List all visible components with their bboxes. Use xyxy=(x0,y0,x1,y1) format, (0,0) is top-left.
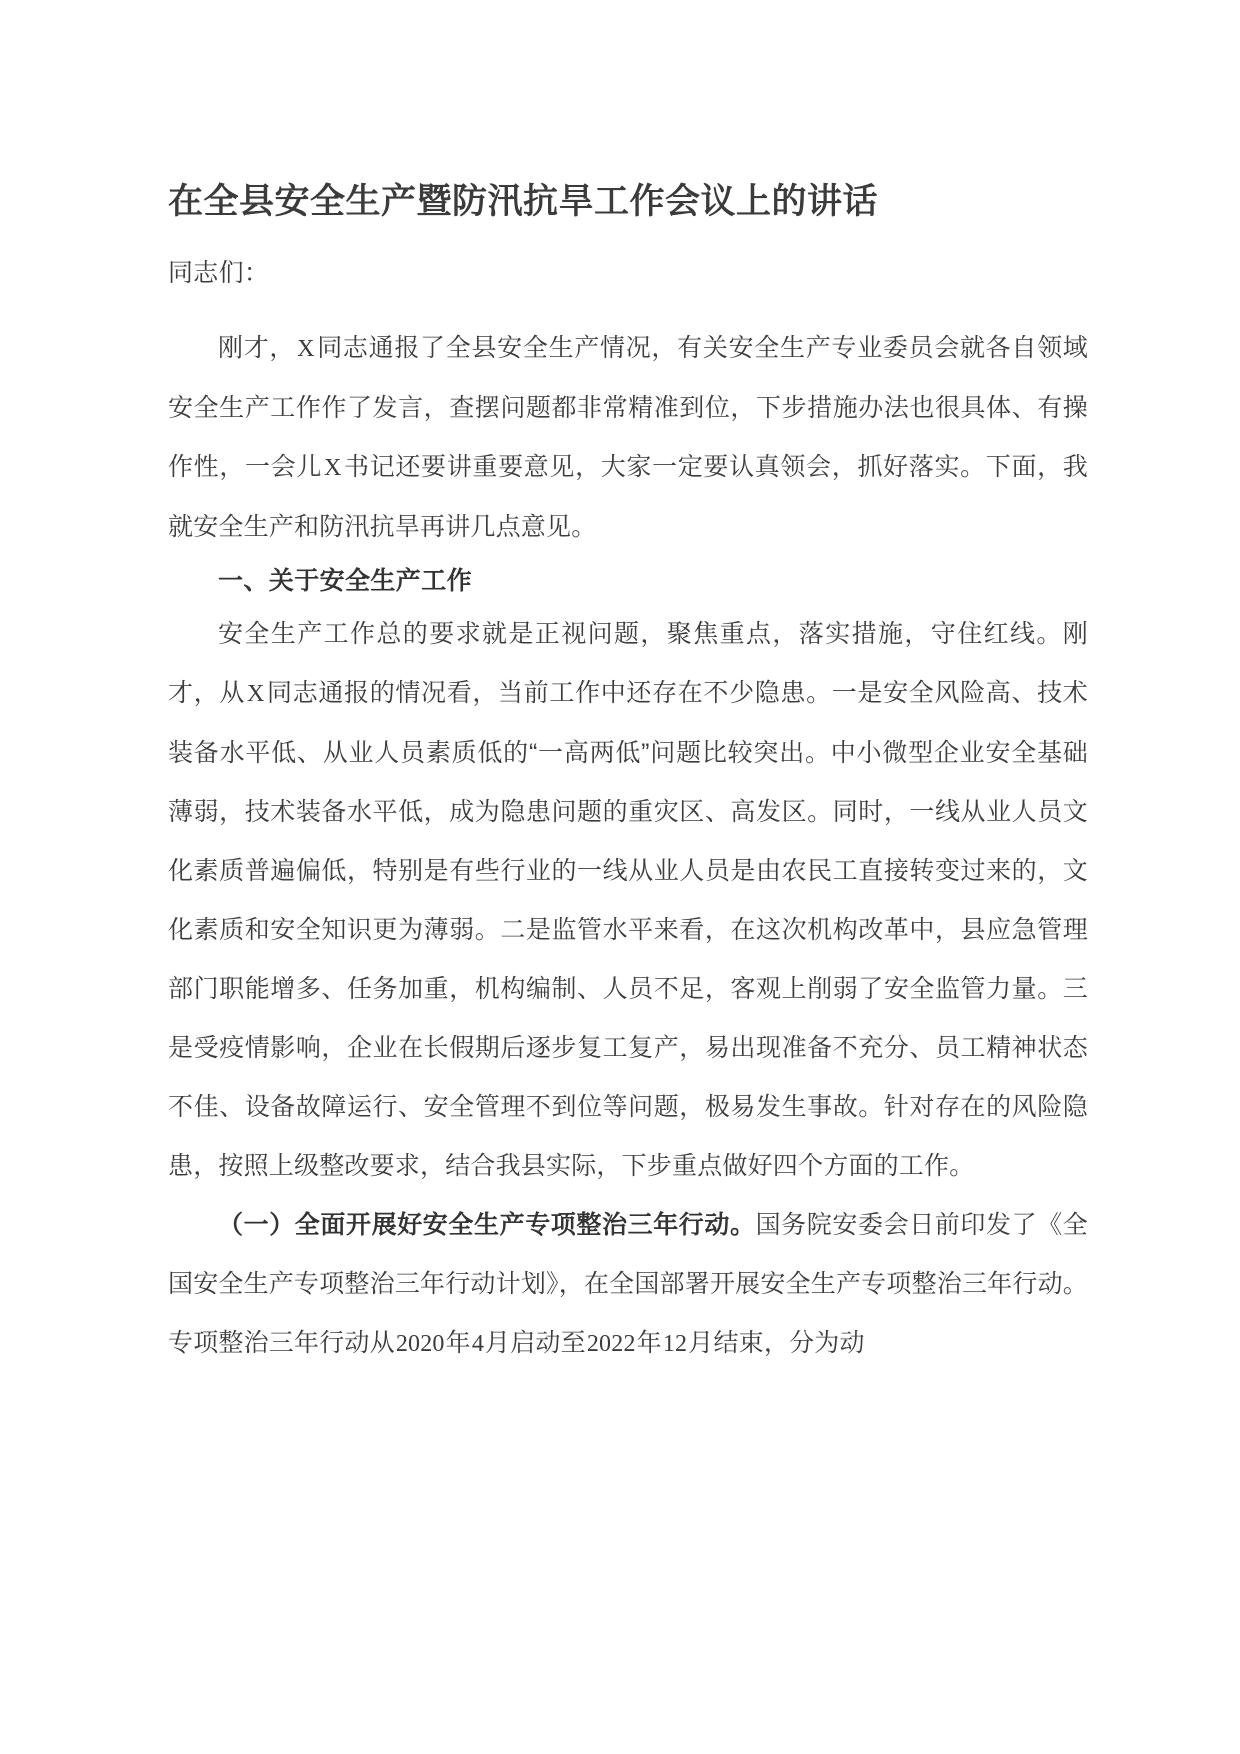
year-unit-1: 年 xyxy=(445,1328,471,1357)
safety-text-part1: 安全生产工作总的要求就是正视问题，聚焦重点，落实措施，守住红线。刚才，从 xyxy=(168,619,1088,707)
paragraph-intro xyxy=(168,319,1088,557)
subsection-one-label: （一）全面开展好安全生产专项整治三年行动。 xyxy=(218,1210,756,1239)
month-start-value: 4 xyxy=(471,1330,485,1357)
paragraph-subsection-one xyxy=(168,1196,1088,1374)
intro-marker-1: X xyxy=(297,335,315,362)
intro-marker-2: X xyxy=(324,454,342,481)
subsection-one-part2: 启动至 xyxy=(510,1328,586,1357)
subsection-one-part3: 结束，分为动 xyxy=(713,1328,865,1357)
paragraph-safety-overview xyxy=(168,605,1088,1196)
intro-text-part3: 书记还要讲重要意见，大家一定要认真领会，抓好落实。下面，我就安全生产和防汛抗旱再讲几点意见。 xyxy=(168,452,1089,541)
month-unit-1: 月 xyxy=(485,1328,511,1357)
salutation-line: 同志们： xyxy=(168,259,270,288)
intro-text-part1: 刚才， xyxy=(218,333,296,362)
section-heading-one: 一、关于安全生产工作 xyxy=(218,566,473,595)
month-unit-2: 月 xyxy=(688,1328,714,1357)
year-unit-2: 年 xyxy=(636,1328,662,1357)
safety-text-part2: 同志通报的情况看，当前工作中还存在不少隐患。一是安全风险高、技术装备水平低、从业人员素质低的“一高两低”问题比较突出。中小微型企业安全基础薄弱，技术装备水平低，成为隐患问题的重灾区、高发区。同时，一线从业人员文化素质普遍偏低，特别是有些行业的一线从业人员是由农民工直接转变过来的，文化素质和安全知识更为薄弱。二是监管水平来看，在这次机构改革中，县应急管理部门职能增多、任务加重，机构编制、人员不足，客观上削弱了安全监管力量。三是受疫情影响，企业在长假期后逐步复工复产，易出现准备不充分、员工精神状态不佳、设备故障运行、安全管理不到位等问题，极易发生事故。针对存在的风险隐患，按照上级整改要求，结合我县实际，下步重点做好四个方面的工作。 xyxy=(168,678,1088,1180)
year-start-value: 2020 xyxy=(395,1330,445,1357)
year-end-value: 2022 xyxy=(586,1330,636,1357)
page-title: 在全县安全生产暨防汛抗旱工作会议上的讲话 xyxy=(168,182,879,221)
subsection-one-part1: 国务院安委会日前印发了《全国安全生产专项整治三年行动计划》，在全国部署开展安全生产专项整治三年行动。专项整治三年行动从 xyxy=(168,1210,1088,1357)
safety-marker-1: X xyxy=(247,680,265,707)
month-end-value: 12 xyxy=(662,1330,688,1357)
intro-text-part2: 同志通报了全县安全生产情况，有关安全生产专业委员会就各自领域安全生产工作作了发言，查摆问题都非常精准到位，下步措施办法也很具体、有操作性，一会儿 xyxy=(168,333,1088,481)
